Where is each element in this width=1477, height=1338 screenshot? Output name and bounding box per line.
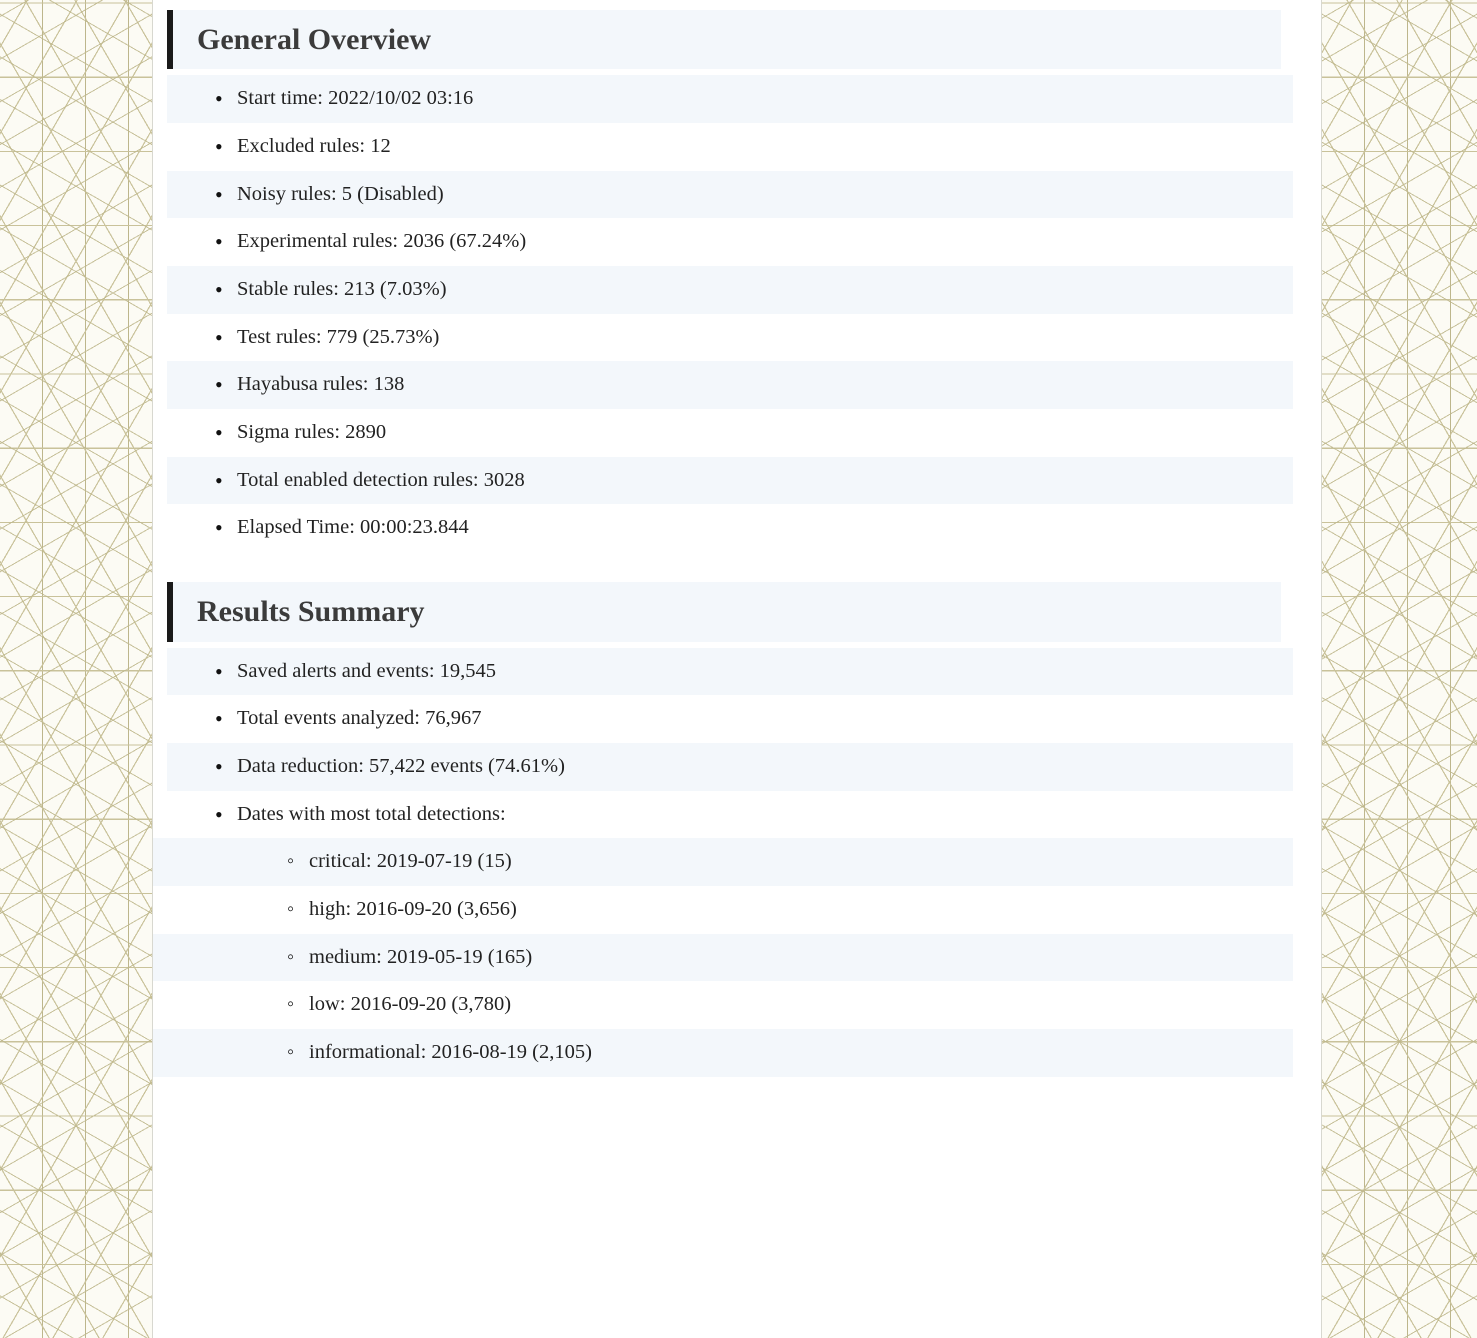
list-item: ◦ informational: 2016-08-19 (2,105) [153, 1029, 1293, 1077]
list-item: • Stable rules: 213 (7.03%) [167, 266, 1293, 314]
page-title-general-overview: General Overview [167, 10, 1281, 69]
report-content [153, 10, 1321, 1077]
list-item: ◦ medium: 2019-05-19 (165) [153, 934, 1293, 982]
list-item: • Experimental rules: 2036 (67.24%) [167, 218, 1293, 266]
list-item: • Noisy rules: 5 (Disabled) [167, 171, 1293, 219]
results-summary-heading-wrap [167, 582, 1281, 641]
page-title-results-summary: Results Summary [167, 582, 1281, 641]
decorative-right-border [1322, 0, 1477, 1338]
list-item: • Data reduction: 57,422 events (74.61%) [167, 743, 1293, 791]
report-page [152, 0, 1322, 1338]
decorative-left-border [0, 0, 152, 1338]
list-item: • Total events analyzed: 76,967 [167, 695, 1293, 743]
list-item: • Dates with most total detections: [167, 791, 1293, 839]
detections-by-severity-list [153, 838, 1293, 1076]
list-item: • Hayabusa rules: 138 [167, 361, 1293, 409]
list-item: • Sigma rules: 2890 [167, 409, 1293, 457]
list-item: ◦ low: 2016-09-20 (3,780) [153, 981, 1293, 1029]
results-summary-list [153, 648, 1293, 839]
list-item: • Total enabled detection rules: 3028 [167, 457, 1293, 505]
list-item: • Elapsed Time: 00:00:23.844 [167, 504, 1293, 552]
list-item: • Saved alerts and events: 19,545 [167, 648, 1293, 696]
list-item: ◦ high: 2016-09-20 (3,656) [153, 886, 1293, 934]
list-item: • Start time: 2022/10/02 03:16 [167, 75, 1293, 123]
list-item: • Excluded rules: 12 [167, 123, 1293, 171]
general-overview-list [153, 75, 1293, 552]
list-item: • Test rules: 779 (25.73%) [167, 314, 1293, 362]
general-overview-heading-wrap [167, 10, 1281, 69]
list-item: ◦ critical: 2019-07-19 (15) [153, 838, 1293, 886]
